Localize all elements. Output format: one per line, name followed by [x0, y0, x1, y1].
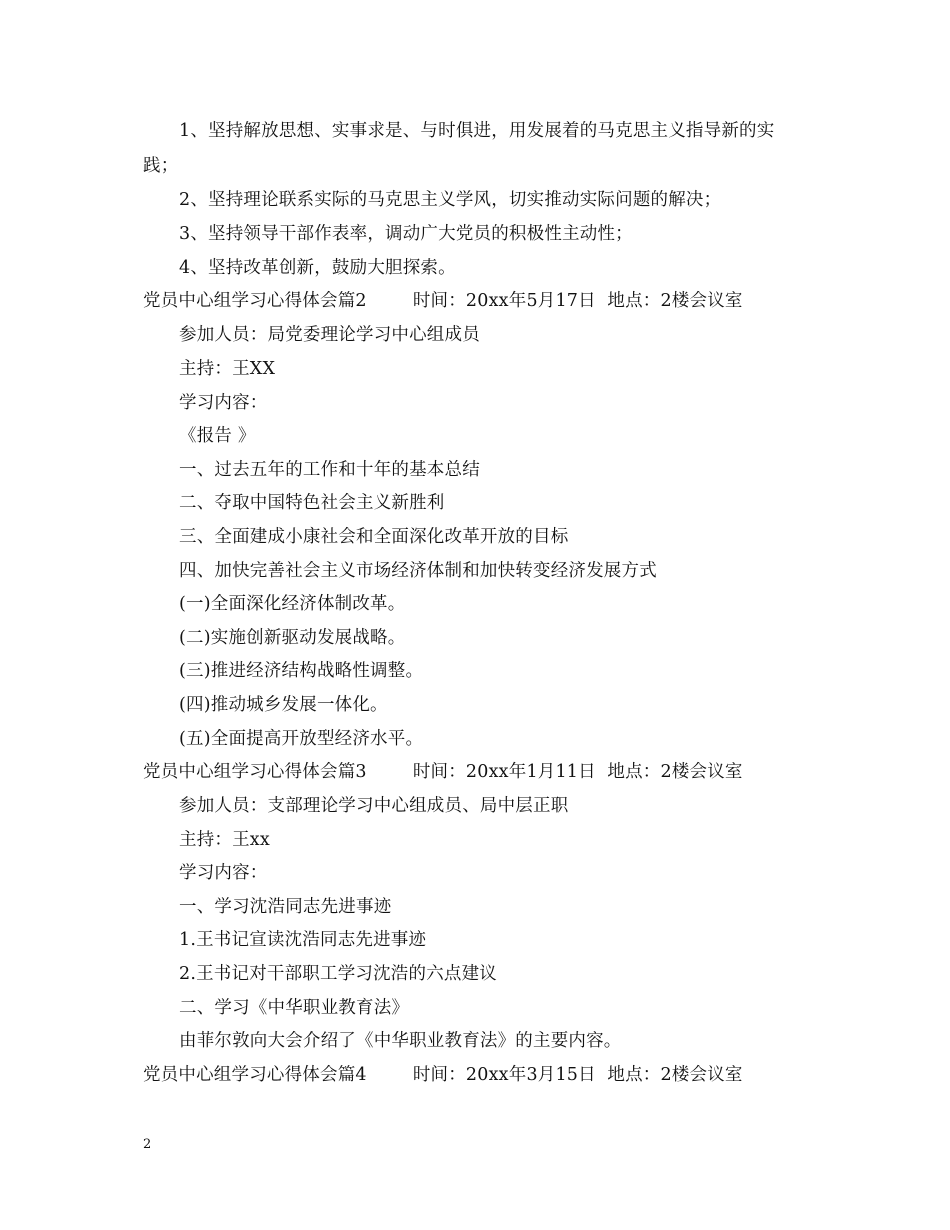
paragraph-line: 四、加快完善社会主义市场经济体制和加快转变经济发展方式 [179, 561, 657, 581]
paragraph-line: 二、学习《中华职业教育法》 [179, 998, 410, 1018]
section-heading: 党员中心组学习心得体会篇4 时间：20xx年3月15日 地点：2楼会议室 [143, 1065, 743, 1085]
paragraph-line: 2、坚持理论联系实际的马克思主义学风，切实推动实际问题的解决； [179, 190, 722, 210]
paragraph-line: (五)全面提高开放型经济水平。 [179, 729, 424, 749]
paragraph-line: 参加人员：局党委理论学习中心组成员 [179, 325, 480, 345]
paragraph-line: 主持：王xx [179, 830, 270, 850]
paragraph-line: 《报告 》 [179, 426, 256, 446]
paragraph-line: 二、夺取中国特色社会主义新胜利 [179, 493, 445, 513]
paragraph-line: 3、坚持领导干部作表率，调动广大党员的积极性主动性； [179, 224, 633, 244]
section-heading: 党员中心组学习心得体会篇3 时间：20xx年1月11日 地点：2楼会议室 [143, 762, 743, 782]
paragraph-line: 一、学习沈浩同志先进事迹 [179, 897, 392, 917]
paragraph-line: 4、坚持改革创新，鼓励大胆探索。 [179, 258, 456, 278]
section-heading: 党员中心组学习心得体会篇2 时间：20xx年5月17日 地点：2楼会议室 [143, 291, 743, 311]
page-number: 2 [143, 1137, 152, 1152]
paragraph-line: (四)推动城乡发展一体化。 [179, 695, 388, 715]
paragraph-line: (一)全面深化经济体制改革。 [179, 594, 406, 614]
paragraph-line: 主持：王XX [179, 359, 276, 379]
paragraph-line: (二)实施创新驱动发展战略。 [179, 628, 406, 648]
paragraph-line: 三、全面建成小康社会和全面深化改革开放的目标 [179, 527, 569, 547]
paragraph-line: 学习内容： [179, 393, 268, 413]
paragraph-line: 1、坚持解放思想、实事求是、与时俱进，用发展着的马克思主义指导新的实 [179, 121, 775, 141]
paragraph-line: 践； [143, 156, 179, 176]
paragraph-line: 学习内容： [179, 863, 268, 883]
paragraph-line: (三)推进经济结构战略性调整。 [179, 661, 424, 681]
paragraph-line: 1.王书记宣读沈浩同志先进事迹 [179, 930, 427, 950]
paragraph-line: 参加人员：支部理论学习中心组成员、局中层正职 [179, 796, 569, 816]
paragraph-line: 2.王书记对干部职工学习沈浩的六点建议 [179, 964, 497, 984]
paragraph-line: 一、过去五年的工作和十年的基本总结 [179, 460, 480, 480]
paragraph-line: 由菲尔敦向大会介绍了《中华职业教育法》的主要内容。 [179, 1031, 622, 1051]
